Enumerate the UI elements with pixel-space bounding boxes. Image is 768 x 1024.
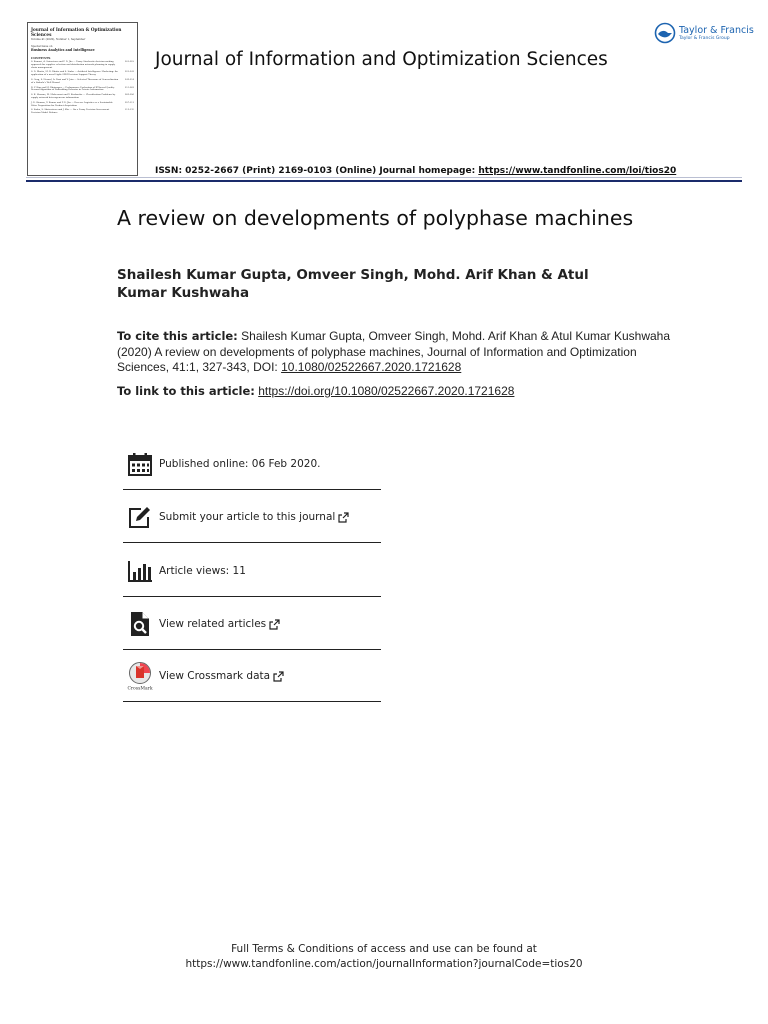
cover-contents-entry: S. Garg, S. Narwal, A. Rani and V. Jain — Selected Theorems of Generalization of a Sinhala's Well Monad 043-054 — [31, 77, 134, 84]
calendar-icon — [127, 451, 153, 477]
cover-volume: Volume 41 (2020), Number 1, September — [31, 38, 86, 41]
submit-article-link[interactable]: Submit your article to this journal — [159, 511, 349, 523]
citation-text: Shailesh Kumar Gupta, Omveer Singh, Mohd. Arif Khan & Atul Kumar Kushwaha (2020) A review on developments of polyphase machines, Journal of Information and Optimization Sciences, 41:1, 327-343, DOI: — [117, 329, 671, 374]
cover-contents-entry: B. Y. Kim and M. Bhatnagar — Performance Evaluation of BT-based Quality Reward Algorithm of Embedding Behavior in Private Information 055-081 — [31, 85, 134, 92]
cover-contents-list — [28, 61, 137, 115]
edit-icon — [127, 504, 153, 530]
header-divider — [26, 180, 742, 182]
crossmark-logo-text: CrossMark — [127, 686, 153, 691]
journal-homepage-link[interactable]: https://www.tandfonline.com/loi/tios20 — [478, 166, 677, 176]
bar-chart-icon — [127, 558, 153, 584]
external-link-icon — [269, 619, 280, 630]
cover-contents-entry: S. D. Bhatia, M. B. Bhatia and S. Sinha — Artificial Intelligence Marketing: An application of a novel Light-GBM Decision Support Theory 021-041 — [31, 70, 134, 77]
submit-article-row[interactable] — [123, 491, 381, 543]
taylor-francis-icon — [654, 22, 676, 44]
article-title: A review on developments of polyphase machines — [117, 206, 634, 230]
published-online-row — [123, 438, 381, 490]
journal-cover-thumbnail — [27, 22, 138, 176]
article-link-label: To link to this article: — [117, 384, 255, 398]
divider — [123, 542, 381, 543]
footer — [0, 942, 768, 972]
cover-contents-entry: J. D. Sharma, V. Kumar and P. D. Jha — Reverse Logistics as a Sustainable Value Proposition for Product Acquisition 097-111 — [31, 100, 134, 107]
article-link-block — [117, 384, 514, 398]
related-articles-row[interactable] — [123, 598, 381, 650]
header-divider-thin — [26, 177, 742, 178]
cover-title: Journal of Information & Optimization Sciences — [31, 27, 122, 37]
publisher-logo[interactable] — [654, 22, 754, 44]
issn-line — [155, 166, 676, 176]
published-online-text: Published online: 06 Feb 2020. — [159, 458, 321, 470]
publisher-name: Taylor & Francis — [679, 24, 754, 36]
related-articles-icon — [127, 611, 153, 637]
article-authors: Shailesh Kumar Gupta, Omveer Singh, Mohd. Arif Khan & Atul Kumar Kushwaha — [117, 267, 589, 301]
external-link-icon — [338, 512, 349, 523]
publisher-sub: Taylor & Francis Group — [679, 35, 730, 41]
footer-terms-text: Full Terms & Conditions of access and use can be found at — [231, 943, 537, 955]
cover-contents-entry: S. K. Sharma, M. Maheswari and V. Kushwaha — Classification Problems by supply network heterogeneous information 083-096 — [31, 93, 134, 99]
article-views-row — [123, 545, 381, 597]
crossmark-row[interactable] — [123, 650, 381, 702]
issn-text: ISSN: 0252-2667 (Print) 2169-0103 (Online) Journal homepage: — [155, 166, 479, 176]
journal-title: Journal of Information and Optimization Sciences — [155, 49, 608, 70]
cover-contents-entry: S. Sinha, S. Shrivastava and J. Khe — On a Fuzzy Decision Assessment Decision Model Balance 113-135 — [31, 108, 134, 115]
citation-block — [117, 329, 677, 376]
divider — [123, 701, 381, 702]
citation-label: To cite this article: — [117, 329, 238, 343]
footer-terms-link[interactable]: https://www.tandfonline.com/action/journalInformation?journalCode=tios20 — [185, 958, 583, 970]
crossmark-link[interactable]: View Crossmark data — [159, 670, 284, 682]
article-doi-link[interactable]: https://doi.org/10.1080/02522667.2020.1721628 — [258, 384, 515, 398]
citation-doi-link[interactable]: 10.1080/02522667.2020.1721628 — [281, 360, 462, 374]
cover-contents-label: CONTENTS — [31, 56, 51, 60]
crossmark-icon — [127, 661, 153, 691]
cover-special-title: Business Analytics and Intelligence — [31, 48, 95, 52]
divider — [123, 489, 381, 490]
related-articles-link[interactable]: View related articles — [159, 618, 280, 630]
cover-special-label: Special Issue on — [31, 45, 53, 48]
article-views-text: Article views: 11 — [159, 565, 246, 577]
cover-contents-entry: S. Kumari, A. Srivastava and P. D. Jha — Fuzzy Stochastic decision making approach for supplier selection and distribution network planning in supply chain management 001-019 — [31, 60, 134, 69]
external-link-icon — [273, 671, 284, 682]
divider — [123, 596, 381, 597]
